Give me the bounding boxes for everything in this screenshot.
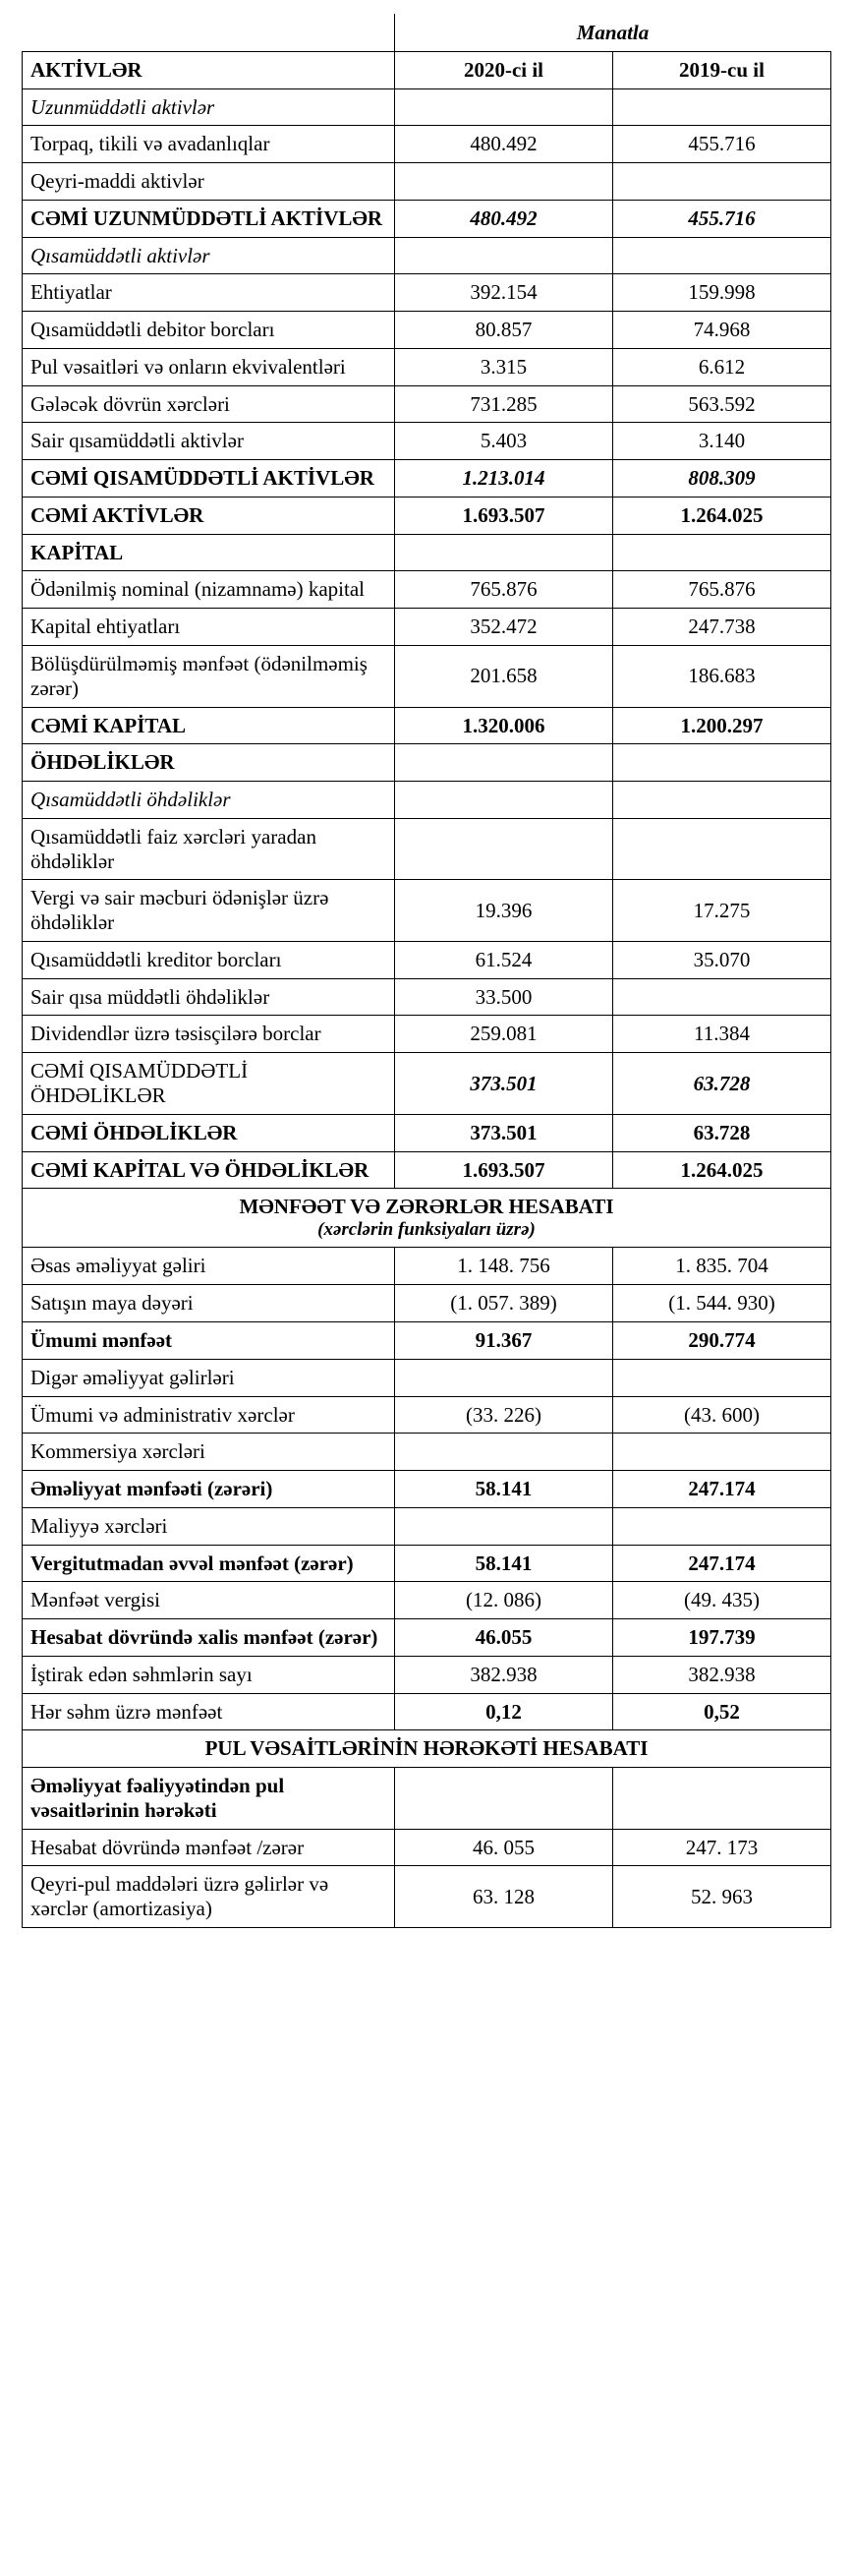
row-value-year1: 765.876 xyxy=(395,571,613,609)
row-label: Kapital ehtiyatları xyxy=(23,609,395,646)
row-label: CƏMİ AKTİVLƏR xyxy=(23,497,395,534)
row-value-year1 xyxy=(395,782,613,819)
table-row xyxy=(23,1053,831,1115)
table-row xyxy=(23,646,831,708)
row-value-year2 xyxy=(613,1507,831,1545)
row-value-year2: 1.264.025 xyxy=(613,1151,831,1189)
row-value-year2 xyxy=(613,237,831,274)
row-value-year1: 3.315 xyxy=(395,348,613,385)
row-value-year2 xyxy=(613,88,831,126)
row-value-year1: 46.055 xyxy=(395,1619,613,1657)
row-value-year1 xyxy=(395,163,613,201)
row-value-year1: 731.285 xyxy=(395,385,613,423)
row-label: CƏMİ QISAMÜDDƏTLİ ÖHDƏLİKLƏR xyxy=(23,1053,395,1115)
row-value-year1: 1.213.014 xyxy=(395,460,613,498)
row-value-year1: 91.367 xyxy=(395,1321,613,1359)
row-value-year2: 1.264.025 xyxy=(613,497,831,534)
row-label: KAPİTAL xyxy=(23,534,395,571)
table-row xyxy=(23,385,831,423)
row-label: Digər əməliyyat gəlirləri xyxy=(23,1359,395,1396)
row-label: Qeyri-maddi aktivlər xyxy=(23,163,395,201)
row-value-year2: 63.728 xyxy=(613,1114,831,1151)
row-label: Qeyri-pul maddələri üzrə gəlirlər və xərclər (amortizasiya) xyxy=(23,1866,395,1928)
table-row xyxy=(23,534,831,571)
table-row xyxy=(23,1693,831,1730)
row-label: Mənfəət vergisi xyxy=(23,1582,395,1619)
table-row xyxy=(23,571,831,609)
row-value-year2: 63.728 xyxy=(613,1053,831,1115)
row-value-year2: 0,52 xyxy=(613,1693,831,1730)
row-label: CƏMİ ÖHDƏLİKLƏR xyxy=(23,1114,395,1151)
row-value-year1: (12. 086) xyxy=(395,1582,613,1619)
row-value-year1: 19.396 xyxy=(395,880,613,942)
row-label: CƏMİ UZUNMÜDDƏTLİ AKTİVLƏR xyxy=(23,200,395,237)
row-value-year1 xyxy=(395,744,613,782)
row-value-year1: (33. 226) xyxy=(395,1396,613,1434)
section-title-line1: MƏNFƏƏT VƏ ZƏRƏRLƏR HESABATI xyxy=(239,1195,614,1219)
table-row xyxy=(23,1321,831,1359)
table-row xyxy=(23,1829,831,1866)
column-header-label: AKTİVLƏR xyxy=(23,51,395,88)
row-value-year1: 1.693.507 xyxy=(395,1151,613,1189)
row-value-year2: 247. 173 xyxy=(613,1829,831,1866)
row-label: Dividendlər üzrə təsisçilərə borclar xyxy=(23,1016,395,1053)
row-value-year1: 58.141 xyxy=(395,1471,613,1508)
row-value-year1 xyxy=(395,534,613,571)
row-value-year1: 5.403 xyxy=(395,423,613,460)
row-value-year2: 808.309 xyxy=(613,460,831,498)
row-label: Satışın maya dəyəri xyxy=(23,1285,395,1322)
row-value-year2 xyxy=(613,978,831,1016)
row-value-year1 xyxy=(395,1434,613,1471)
row-label: Maliyyə xərcləri xyxy=(23,1507,395,1545)
section-header-cell: PUL VƏSAİTLƏRİNİN HƏRƏKƏTİ HESABATI xyxy=(23,1730,831,1768)
row-value-year1 xyxy=(395,88,613,126)
table-row xyxy=(23,348,831,385)
table-row xyxy=(23,818,831,880)
header-blank-cell xyxy=(23,15,395,52)
table-row xyxy=(23,126,831,163)
row-value-year2: 1.200.297 xyxy=(613,707,831,744)
row-label: Əsas əməliyyat gəliri xyxy=(23,1248,395,1285)
row-value-year1 xyxy=(395,1507,613,1545)
row-value-year2: 74.968 xyxy=(613,312,831,349)
row-value-year2: 17.275 xyxy=(613,880,831,942)
row-label: İştirak edən səhmlərin sayı xyxy=(23,1656,395,1693)
row-value-year2: 247.174 xyxy=(613,1545,831,1582)
row-value-year2: 159.998 xyxy=(613,274,831,312)
table-row xyxy=(23,1114,831,1151)
row-value-year2: 6.612 xyxy=(613,348,831,385)
row-value-year2: 186.683 xyxy=(613,646,831,708)
table-row xyxy=(23,609,831,646)
table-row xyxy=(23,744,831,782)
row-value-year2: 247.174 xyxy=(613,1471,831,1508)
row-label: Kommersiya xərcləri xyxy=(23,1434,395,1471)
table-row xyxy=(23,880,831,942)
row-label: ÖHDƏLİKLƏR xyxy=(23,744,395,782)
row-value-year2 xyxy=(613,818,831,880)
table-row xyxy=(23,1016,831,1053)
row-value-year2: 247.738 xyxy=(613,609,831,646)
table-row xyxy=(23,163,831,201)
row-value-year1: 480.492 xyxy=(395,200,613,237)
table-row xyxy=(23,274,831,312)
row-value-year1: 1.693.507 xyxy=(395,497,613,534)
row-label: Bölüşdürülməmiş mənfəət (ödənilməmiş zərər) xyxy=(23,646,395,708)
row-value-year1: 259.081 xyxy=(395,1016,613,1053)
table-row xyxy=(23,1866,831,1928)
table-row xyxy=(23,1471,831,1508)
table-row xyxy=(23,1768,831,1830)
row-value-year1: 352.472 xyxy=(395,609,613,646)
row-value-year2: 563.592 xyxy=(613,385,831,423)
row-value-year2 xyxy=(613,1434,831,1471)
row-value-year2 xyxy=(613,163,831,201)
row-value-year2: 197.739 xyxy=(613,1619,831,1657)
row-value-year1: 1. 148. 756 xyxy=(395,1248,613,1285)
table-row xyxy=(23,200,831,237)
table-row xyxy=(23,1359,831,1396)
row-value-year2: 52. 963 xyxy=(613,1866,831,1928)
section-title-line2: (xərclərin funksiyaları üzrə) xyxy=(317,1219,536,1241)
row-label: Hər səhm üzrə mənfəət xyxy=(23,1693,395,1730)
row-value-year1: 61.524 xyxy=(395,941,613,978)
table-row xyxy=(23,15,831,52)
row-label: Sair qısamüddətli aktivlər xyxy=(23,423,395,460)
row-value-year1: 480.492 xyxy=(395,126,613,163)
row-value-year2 xyxy=(613,744,831,782)
row-value-year1: 80.857 xyxy=(395,312,613,349)
table-row xyxy=(23,497,831,534)
row-label: Vergitutmadan əvvəl mənfəət (zərər) xyxy=(23,1545,395,1582)
financial-statement-table xyxy=(22,14,831,1928)
row-value-year1: 382.938 xyxy=(395,1656,613,1693)
row-value-year2: 455.716 xyxy=(613,200,831,237)
row-value-year2: 290.774 xyxy=(613,1321,831,1359)
row-value-year1: 373.501 xyxy=(395,1053,613,1115)
table-row xyxy=(23,1545,831,1582)
row-value-year2: 35.070 xyxy=(613,941,831,978)
table-row xyxy=(23,88,831,126)
row-label: Ödənilmiş nominal (nizamnamə) kapital xyxy=(23,571,395,609)
table-row xyxy=(23,978,831,1016)
row-value-year2: 765.876 xyxy=(613,571,831,609)
row-label: CƏMİ KAPİTAL xyxy=(23,707,395,744)
table-row xyxy=(23,423,831,460)
row-value-year2: 455.716 xyxy=(613,126,831,163)
row-value-year2: 3.140 xyxy=(613,423,831,460)
column-header-year2: 2019-cu il xyxy=(613,51,831,88)
table-row xyxy=(23,312,831,349)
table-row xyxy=(23,237,831,274)
row-label: Hesabat dövründə xalis mənfəət (zərər) xyxy=(23,1619,395,1657)
row-label: CƏMİ QISAMÜDDƏTLİ AKTİVLƏR xyxy=(23,460,395,498)
row-value-year2 xyxy=(613,782,831,819)
row-value-year1: (1. 057. 389) xyxy=(395,1285,613,1322)
row-label: Sair qısa müddətli öhdəliklər xyxy=(23,978,395,1016)
row-value-year2: 11.384 xyxy=(613,1016,831,1053)
row-label: Uzunmüddətli aktivlər xyxy=(23,88,395,126)
column-header-year1: 2020-ci il xyxy=(395,51,613,88)
section-header-profit-loss xyxy=(23,1189,831,1248)
row-value-year2 xyxy=(613,1359,831,1396)
row-label: Qısamüddətli öhdəliklər xyxy=(23,782,395,819)
row-value-year1 xyxy=(395,1359,613,1396)
row-value-year2: 382.938 xyxy=(613,1656,831,1693)
row-value-year2 xyxy=(613,1768,831,1830)
row-label: Əməliyyat fəaliyyətindən pul vəsaitlərinin hərəkəti xyxy=(23,1768,395,1830)
row-value-year1: 201.658 xyxy=(395,646,613,708)
section-header-cash-flow xyxy=(23,1730,831,1768)
row-value-year1: 392.154 xyxy=(395,274,613,312)
row-value-year1: 0,12 xyxy=(395,1693,613,1730)
table-row xyxy=(23,707,831,744)
table-row xyxy=(23,941,831,978)
table-row xyxy=(23,1151,831,1189)
table-row xyxy=(23,1248,831,1285)
row-label: Qısamüddətli kreditor borcları xyxy=(23,941,395,978)
table-row xyxy=(23,1396,831,1434)
row-value-year2: (49. 435) xyxy=(613,1582,831,1619)
row-label: Pul vəsaitləri və onların ekvivalentləri xyxy=(23,348,395,385)
row-label: Torpaq, tikili və avadanlıqlar xyxy=(23,126,395,163)
row-label: Vergi və sair məcburi ödənişlər üzrə öhdəliklər xyxy=(23,880,395,942)
table-row xyxy=(23,1434,831,1471)
row-label: Ümumi mənfəət xyxy=(23,1321,395,1359)
row-value-year2: 1. 835. 704 xyxy=(613,1248,831,1285)
row-value-year2 xyxy=(613,534,831,571)
row-value-year1: 33.500 xyxy=(395,978,613,1016)
row-value-year1 xyxy=(395,1768,613,1830)
section-header-cell xyxy=(23,1189,831,1248)
table-row xyxy=(23,51,831,88)
row-value-year1 xyxy=(395,818,613,880)
row-value-year1: 373.501 xyxy=(395,1114,613,1151)
row-label: Hesabat dövründə mənfəət /zərər xyxy=(23,1829,395,1866)
row-label: Qısamüddətli aktivlər xyxy=(23,237,395,274)
row-label: CƏMİ KAPİTAL VƏ ÖHDƏLİKLƏR xyxy=(23,1151,395,1189)
row-value-year1: 1.320.006 xyxy=(395,707,613,744)
table-row xyxy=(23,1285,831,1322)
table-row xyxy=(23,1507,831,1545)
row-value-year2: (43. 600) xyxy=(613,1396,831,1434)
table-row xyxy=(23,1619,831,1657)
row-value-year1 xyxy=(395,237,613,274)
table-row xyxy=(23,1582,831,1619)
table-row xyxy=(23,782,831,819)
row-label: Əməliyyat mənfəəti (zərəri) xyxy=(23,1471,395,1508)
row-value-year1: 46. 055 xyxy=(395,1829,613,1866)
table-row xyxy=(23,460,831,498)
row-label: Ehtiyatlar xyxy=(23,274,395,312)
table-body xyxy=(23,15,831,1928)
row-value-year1: 63. 128 xyxy=(395,1866,613,1928)
row-label: Qısamüddətli faiz xərcləri yaradan öhdəliklər xyxy=(23,818,395,880)
row-value-year2: (1. 544. 930) xyxy=(613,1285,831,1322)
row-label: Qısamüddətli debitor borcları xyxy=(23,312,395,349)
row-label: Gələcək dövrün xərcləri xyxy=(23,385,395,423)
row-value-year1: 58.141 xyxy=(395,1545,613,1582)
row-label: Ümumi və administrativ xərclər xyxy=(23,1396,395,1434)
currency-header: Manatla xyxy=(395,15,831,52)
table-row xyxy=(23,1656,831,1693)
